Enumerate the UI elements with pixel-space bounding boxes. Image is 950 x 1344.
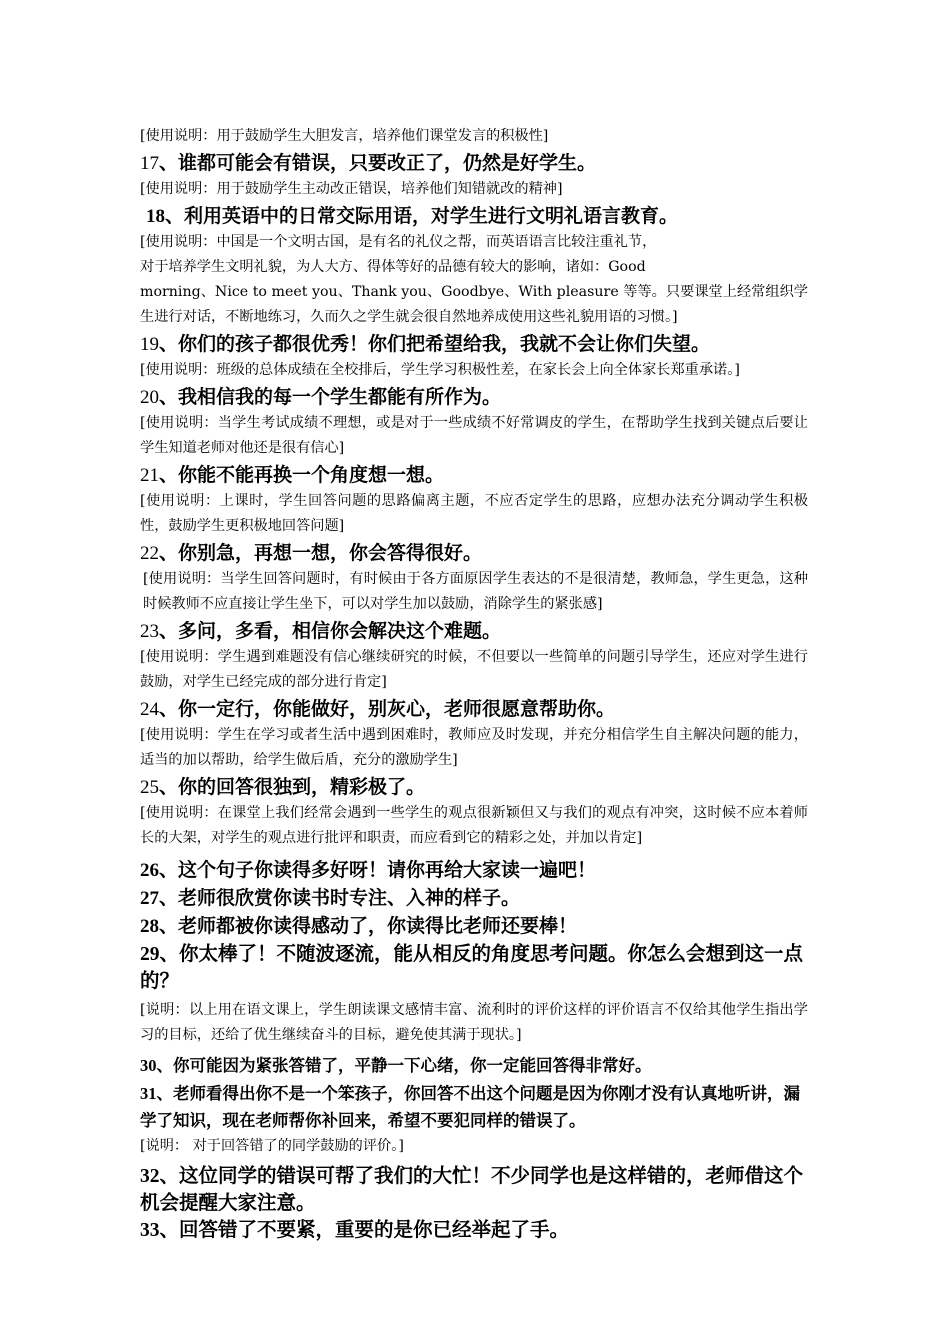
phrase-number: 26	[140, 860, 159, 881]
phrase-text: 、你太棒了！不随波逐流，能从相反的角度思考问题。你怎么会想到这一点的？	[140, 942, 804, 992]
phrase-27	[140, 885, 808, 912]
phrase-19	[140, 331, 808, 358]
usage-note-19: [使用说明：班级的总体成绩在全校排后，学生学习积极性差，在家长会上向全体家长郑重承诺。]	[140, 362, 740, 378]
phrase-33	[140, 1217, 808, 1244]
usage-note-24: [使用说明：学生在学习或者生活中遇到困难时，教师应及时发现，并充分相信学生自主解决问题的能力，适当的加以帮助，给学生做后盾，充分的激励学生]	[140, 727, 808, 768]
phrase-29	[140, 941, 808, 994]
phrase-number: 17	[140, 153, 159, 174]
usage-note-29: [说明：以上用在语文课上，学生朗读课文感情丰富、流利时的评价这样的评价语言不仅给其他学生指出学习的目标，还给了优生继续奋斗的目标，避免使其满于现状。]	[140, 1002, 808, 1043]
phrase-30	[140, 1052, 808, 1079]
phrase-text: 、这个句子你读得多好呀！请你再给大家读一遍吧！	[159, 859, 597, 881]
phrase-20	[140, 384, 808, 411]
usage-note-23: [使用说明：学生遇到难题没有信心继续研究的时候，不但要以一些简单的问题引导学生，还应对学生进行鼓励，对学生已经完成的部分进行肯定]	[140, 649, 808, 690]
phrase-text: 、你别急，再想一想，你会答得很好。	[159, 542, 483, 564]
phrase-text: 、回答错了不要紧，重要的是你已经举起了手。	[159, 1218, 570, 1241]
usage-note-22: [使用说明：当学生回答问题时，有时候由于各方面原因学生表达的不是很清楚，教师急，学生更急，这种时候教师不应直接让学生坐下，可以对学生加以鼓励，消除学生的紧张感]	[143, 571, 808, 612]
phrase-number: 20	[140, 387, 159, 408]
phrase-number: 25	[140, 777, 159, 798]
phrase-text: 、你们的孩子都很优秀！你们把希望给我，我就不会让你们失望。	[159, 333, 711, 355]
phrase-22	[140, 540, 808, 567]
phrase-18	[146, 203, 808, 230]
phrase-17	[140, 150, 808, 177]
phrase-number: 31	[140, 1084, 157, 1103]
phrase-text: 、利用英语中的日常交际用语，对学生进行文明礼语言教育。	[165, 205, 679, 227]
phrase-26	[140, 857, 808, 884]
phrase-text: 、你能不能再换一个角度想一想。	[159, 464, 445, 486]
usage-note-18c: morning、Nice to meet you、Thank you、Goodbye、With pleasure 等等。只要课堂上经常组织学生进行对话，不断地练习，久而久之学生就会很自然地养成使用这些礼貌用语的习惯。]	[140, 284, 808, 325]
usage-note-25: [使用说明：在课堂上我们经常会遇到一些学生的观点很新颖但又与我们的观点有冲突，这时候不应本着师长的大架，对学生的观点进行批评和职责，而应看到它的精彩之处，并加以肯定]	[140, 805, 808, 846]
phrase-number: 18	[146, 206, 165, 227]
phrase-text: 、老师看得出你不是一个笨孩子，你回答不出这个问题是因为你刚才没有认真地听讲，漏学了知识，现在老师帮你补回来，希望不要犯同样的错误了。	[140, 1084, 800, 1130]
usage-note-18a: [使用说明：中国是一个文明古国，是有名的礼仪之帮，而英语语言比较注重礼节，	[140, 234, 657, 250]
usage-note-21: [使用说明：上课时，学生回答问题的思路偏离主题，不应否定学生的思路，应想办法充分调动学生积极性，鼓励学生更积极地回答问题]	[140, 493, 808, 534]
phrase-number: 22	[140, 543, 159, 564]
phrase-text: 、老师都被你读得感动了，你读得比老师还要棒！	[159, 915, 578, 937]
phrase-number: 21	[140, 465, 159, 486]
phrase-25	[140, 774, 808, 801]
phrase-31	[140, 1080, 808, 1134]
usage-note-20: [使用说明：当学生考试成绩不理想，或是对于一些成绩不好常调皮的学生，在帮助学生找到关键点后要让学生知道老师对他还是很有信心]	[140, 415, 808, 456]
usage-note-17: [使用说明：用于鼓励学生主动改正错误，培养他们知错就改的精神]	[140, 181, 563, 197]
phrase-number: 19	[140, 334, 159, 355]
phrase-23	[140, 618, 808, 645]
usage-note-31: [说明： 对于回答错了的同学鼓励的评价。]	[140, 1138, 404, 1154]
phrase-text: 、谁都可能会有错误，只要改正了，仍然是好学生。	[159, 152, 597, 174]
phrase-number: 30	[140, 1056, 157, 1075]
phrase-text: 、多问，多看，相信你会解决这个难题。	[159, 620, 502, 642]
phrase-28	[140, 913, 808, 940]
usage-note-16: [使用说明：用于鼓励学生大胆发言，培养他们课堂发言的积极性]	[140, 128, 549, 144]
phrase-21	[140, 462, 808, 489]
phrase-text: 、你的回答很独到，精彩极了。	[159, 776, 426, 798]
phrase-number: 33	[140, 1220, 160, 1241]
phrase-text: 、这位同学的错误可帮了我们的大忙！不少同学也是这样错的，老师借这个机会提醒大家注意。	[140, 1164, 804, 1214]
phrase-text: 、你一定行，你能做好，别灰心，老师很愿意帮助你。	[159, 698, 616, 720]
phrase-number: 23	[140, 621, 159, 642]
phrase-number: 28	[140, 916, 159, 937]
phrase-text: 、我相信我的每一个学生都能有所作为。	[159, 386, 502, 408]
phrase-number: 24	[140, 699, 159, 720]
usage-note-18b: 对于培养学生文明礼貌，为人大方、得体等好的品德有较大的影响，诸如：Good	[140, 259, 646, 275]
phrase-number: 32	[140, 1166, 160, 1187]
document-page	[140, 124, 808, 1244]
phrase-32	[140, 1163, 808, 1216]
phrase-number: 27	[140, 888, 159, 909]
phrase-number: 29	[140, 944, 160, 965]
phrase-text: 、老师很欣赏你读书时专注、入神的样子。	[159, 887, 521, 909]
phrase-text: 、你可能因为紧张答错了，平静一下心绪，你一定能回答得非常好。	[156, 1056, 652, 1075]
phrase-24	[140, 696, 808, 723]
